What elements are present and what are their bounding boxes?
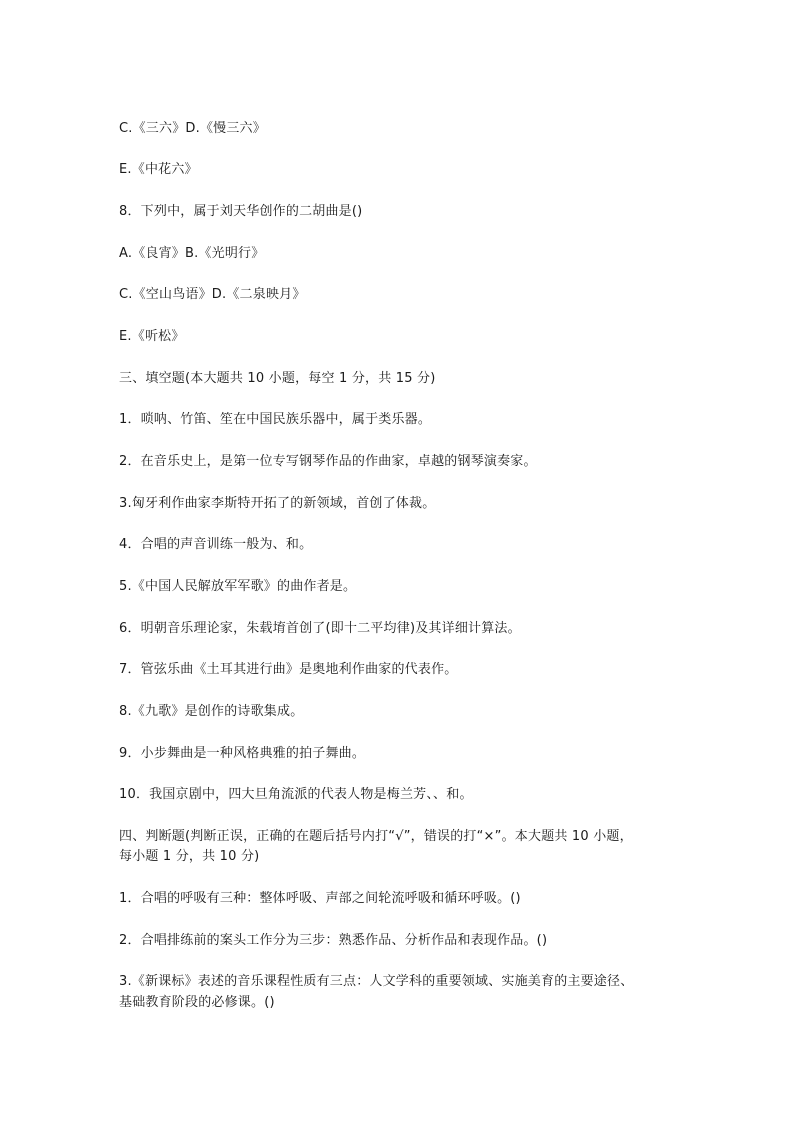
tf-question-1: 1．合唱的呼吸有三种：整体呼吸、声部之间轮流呼吸和循环呼吸。() <box>119 891 521 906</box>
section-heading-fill-in: 三、填空题(本大题共 10 小题，每空 1 分，共 15 分) <box>119 371 436 386</box>
tf-question-3-cont: 基础教育阶段的必修课。() <box>119 995 275 1010</box>
fill-question-4: 4．合唱的声音训练一般为、和。 <box>119 537 313 552</box>
fill-question-7: 7．管弦乐曲《土耳其进行曲》是奥地利作曲家的代表作。 <box>119 662 458 677</box>
fill-question-2: 2．在音乐史上，是第一位专写钢琴作品的作曲家，卓越的钢琴演奏家。 <box>119 454 537 469</box>
question-8: 8．下列中，属于刘天华创作的二胡曲是() <box>119 204 363 219</box>
option-line-e: E.《中花六》 <box>119 162 198 177</box>
fill-question-1: 1．唢呐、竹笛、笙在中国民族乐器中，属于类乐器。 <box>119 412 432 427</box>
fill-question-5: 5.《中国人民解放军军歌》的曲作者是。 <box>119 579 357 594</box>
section-heading-true-false-cont: 每小题 1 分，共 10 分) <box>119 849 260 864</box>
fill-question-6: 6．明朝音乐理论家，朱载堉首创了(即十二平均律)及其详细计算法。 <box>119 621 521 636</box>
option-line-c-d: C.《三六》D.《慢三六》 <box>119 121 266 136</box>
fill-question-8: 8.《九歌》是创作的诗歌集成。 <box>119 704 304 719</box>
tf-question-2: 2．合唱排练前的案头工作分为三步：熟悉作品、分析作品和表现作品。() <box>119 933 548 948</box>
tf-question-3: 3.《新课标》表述的音乐课程性质有三点：人文学科的重要领域、实施美育的主要途径、 <box>119 974 634 989</box>
option-line-a-b: A.《良宵》B.《光明行》 <box>119 246 265 261</box>
option-line-c-d-2: C.《空山鸟语》D.《二泉映月》 <box>119 287 306 302</box>
section-heading-true-false: 四、判断题(判断正误，正确的在题后括号内打“√”，错误的打“×”。本大题共 10 小题， <box>119 829 633 844</box>
fill-question-9: 9．小步舞曲是一种风格典雅的拍子舞曲。 <box>119 746 366 761</box>
fill-question-3: 3.匈牙利作曲家李斯特开拓了的新领域，首创了体裁。 <box>119 496 436 511</box>
option-line-e-2: E.《听松》 <box>119 329 185 344</box>
fill-question-10: 10．我国京剧中，四大旦角流派的代表人物是梅兰芳、、和。 <box>119 787 473 802</box>
